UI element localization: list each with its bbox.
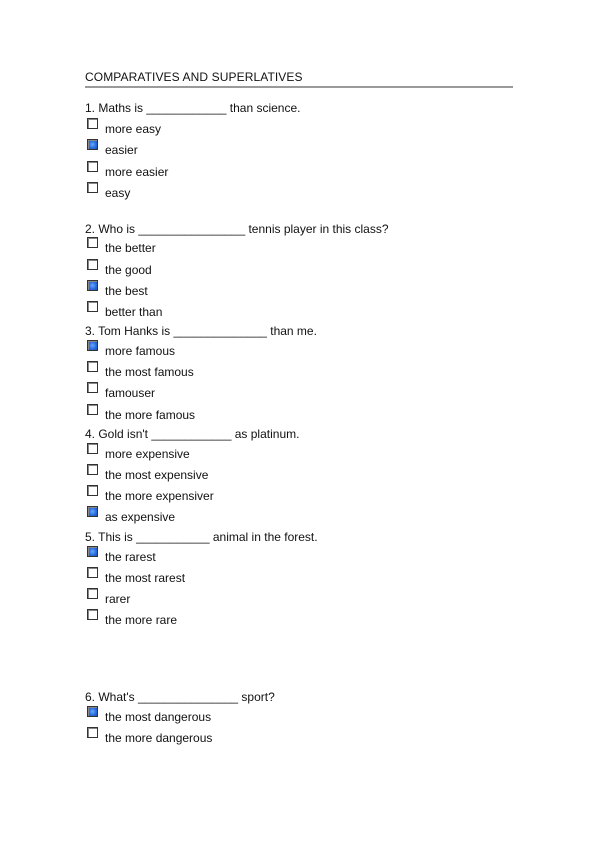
radio-button[interactable] [87,506,98,517]
question-1-text: 1. Maths is ____________ than science. [85,101,301,115]
radio-button[interactable] [87,280,98,291]
question-2-text: 2. Who is ________________ tennis player in this class? [85,222,389,236]
radio-button[interactable] [87,361,98,372]
question-3-text: 3. Tom Hanks is ______________ than me. [85,324,317,338]
radio-button[interactable] [87,161,98,172]
question-6-text: 6. What's _______________ sport? [85,690,275,704]
option-label: the most rarest [105,571,186,585]
radio-button[interactable] [87,546,98,557]
option-label: the better [105,241,156,255]
radio-button[interactable] [87,727,98,738]
option-label: easier [105,143,138,157]
option-label: more famous [105,344,176,358]
radio-button[interactable] [87,237,98,248]
option-label: as expensive [105,510,176,524]
option-label: the most famous [105,365,194,379]
option-label: famouser [105,386,156,400]
option-label: more easier [105,165,169,179]
radio-button[interactable] [87,118,98,129]
radio-button[interactable] [87,382,98,393]
option-label: more expensive [105,447,190,461]
radio-button[interactable] [87,706,98,717]
radio-button[interactable] [87,182,98,193]
radio-button[interactable] [87,485,98,496]
radio-button[interactable] [87,609,98,620]
radio-button[interactable] [87,404,98,415]
option-label: the more famous [105,408,196,422]
option-label: the rarest [105,550,156,564]
question-4-text: 4. Gold isn't ____________ as platinum. [85,427,300,441]
radio-button[interactable] [87,301,98,312]
option-label: the best [105,284,148,298]
page-title: COMPARATIVES AND SUPERLATIVES [85,70,303,84]
option-label: rarer [105,592,131,606]
option-label: better than [105,305,163,319]
radio-button[interactable] [87,340,98,351]
radio-button[interactable] [87,567,98,578]
option-label: the more dangerous [105,731,213,745]
question-5-text: 5. This is ___________ animal in the forest. [85,530,318,544]
title-divider [85,86,513,88]
option-label: the more expensiver [105,489,214,503]
option-label: the most expensive [105,468,209,482]
radio-button[interactable] [87,588,98,599]
option-label: easy [105,186,131,200]
radio-button[interactable] [87,464,98,475]
radio-button[interactable] [87,443,98,454]
radio-button[interactable] [87,259,98,270]
option-label: the good [105,263,152,277]
radio-button[interactable] [87,139,98,150]
option-label: the more rare [105,613,178,627]
option-label: the most dangerous [105,710,212,724]
option-label: more easy [105,122,162,136]
